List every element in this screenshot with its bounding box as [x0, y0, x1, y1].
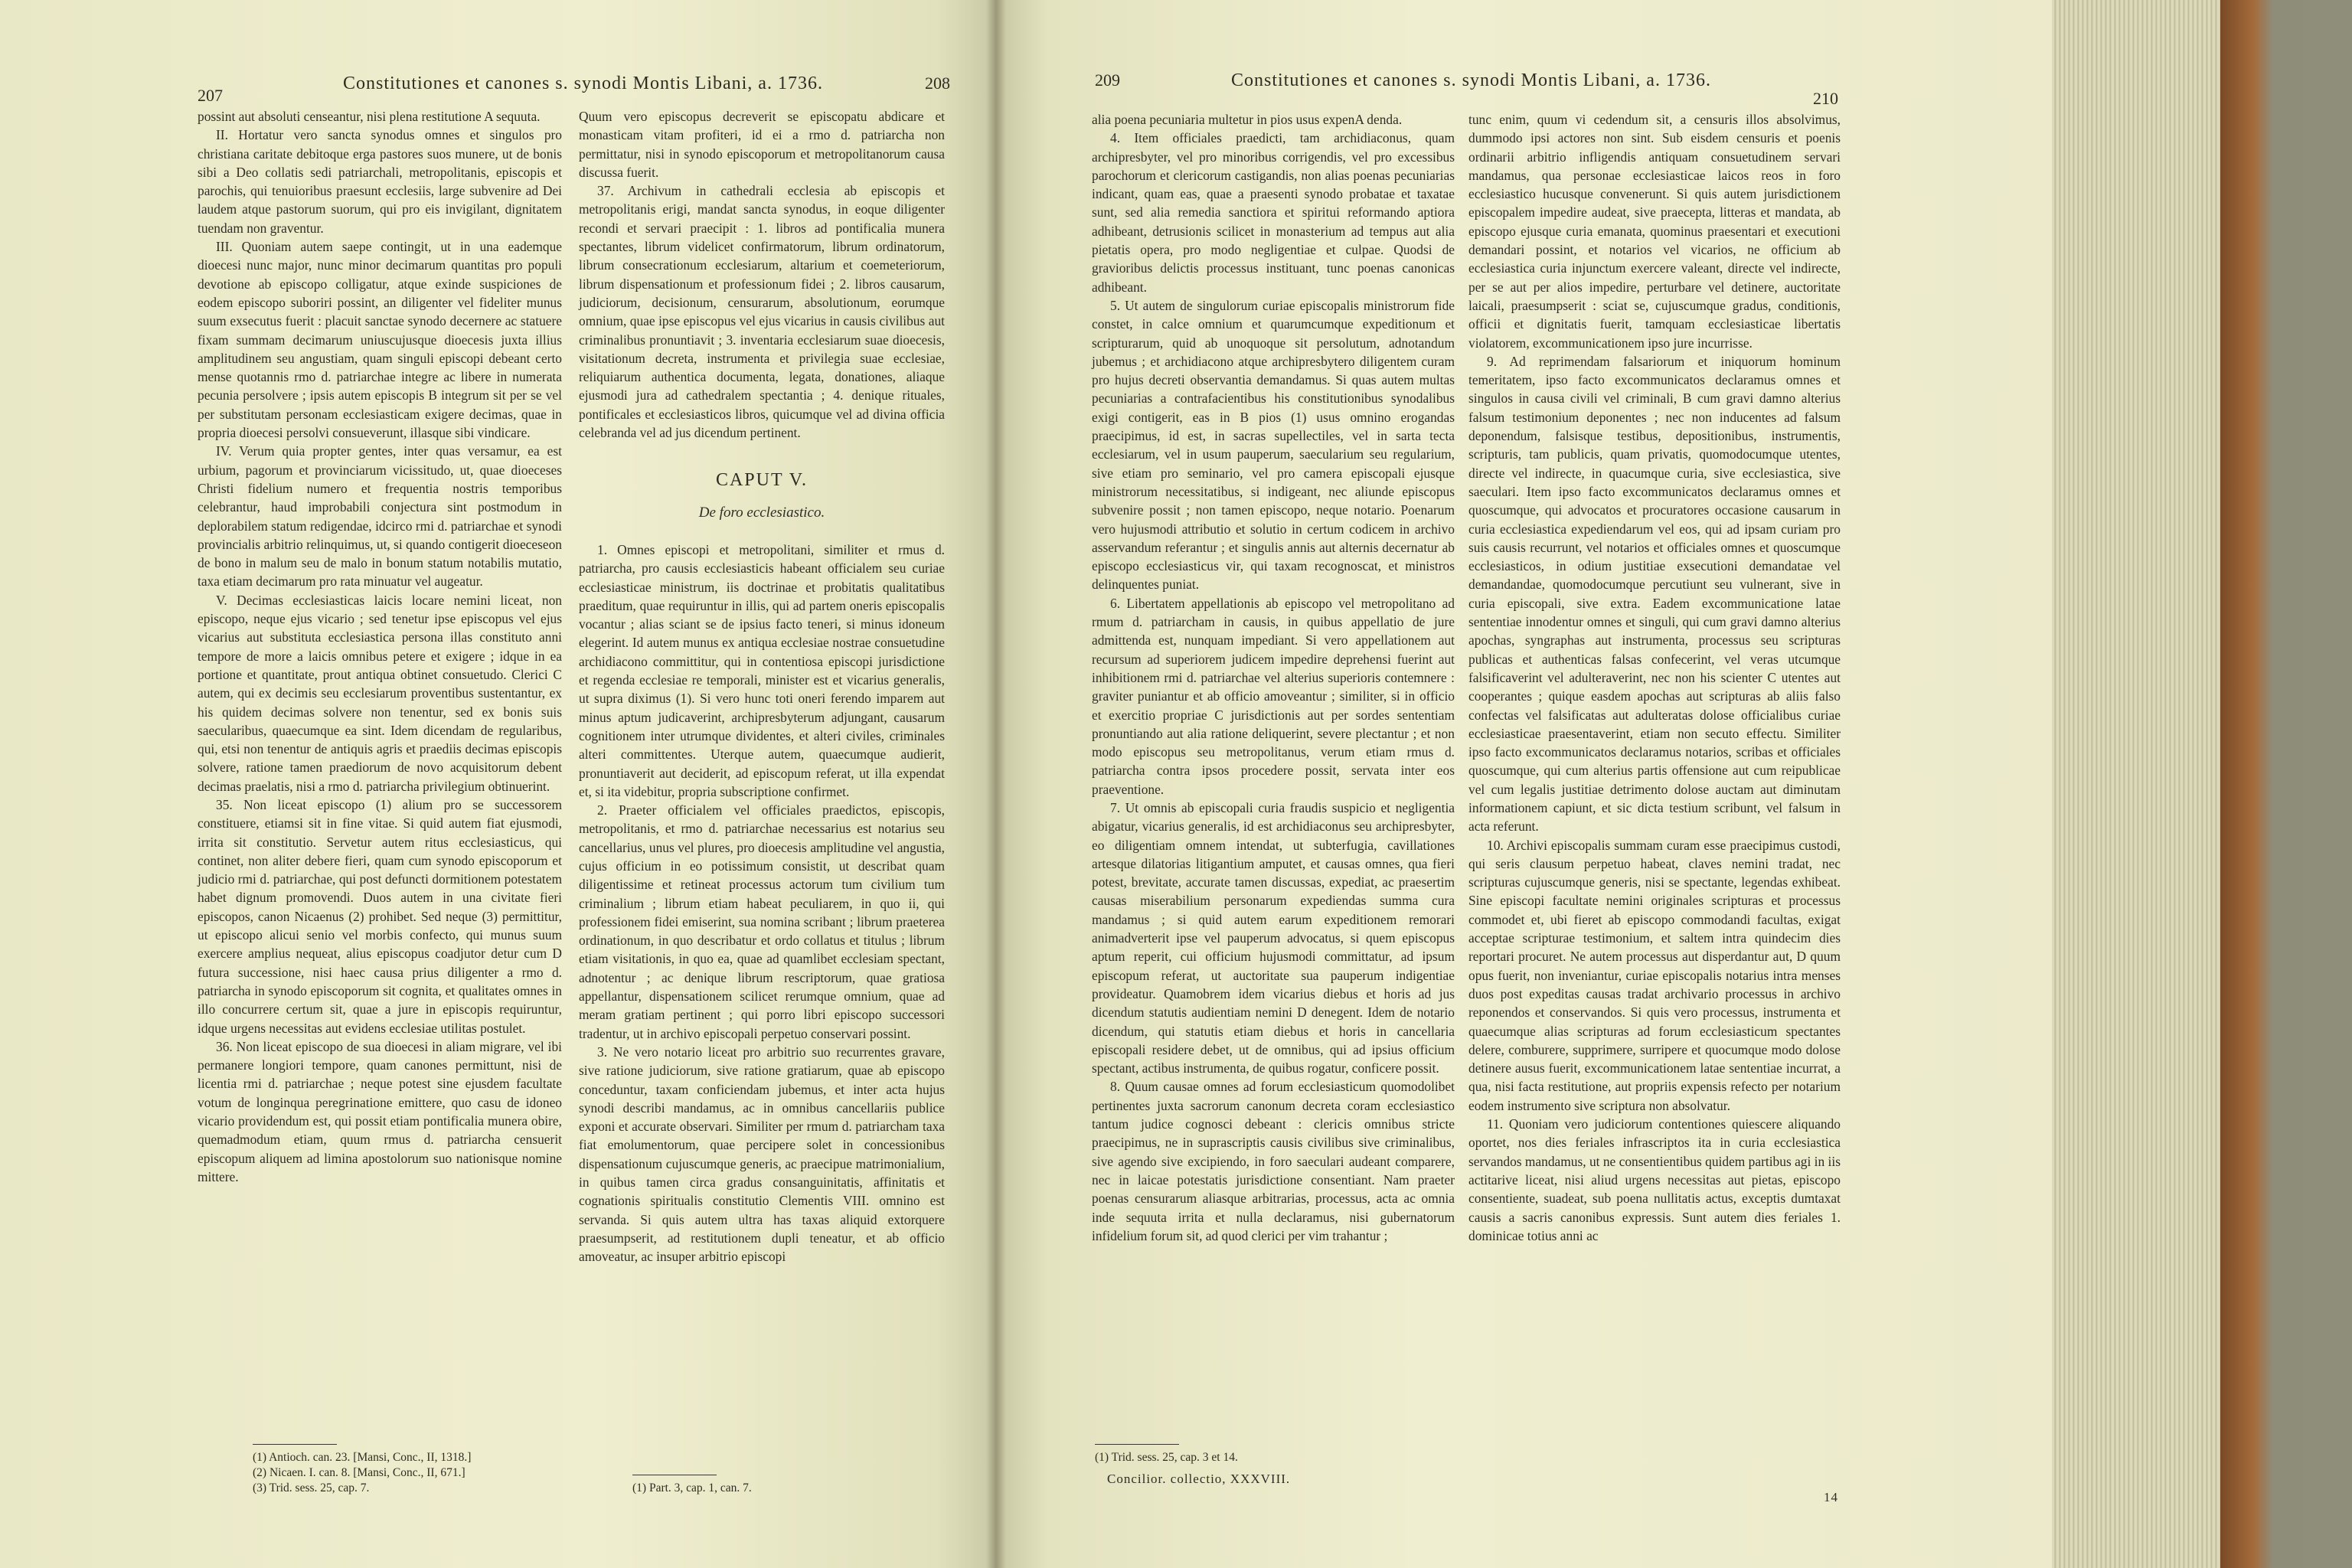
footnote-rule	[1095, 1444, 1179, 1445]
signature-line: Concilior. collectio, XXXVIII.	[1107, 1472, 1291, 1486]
column-2-text-top	[579, 107, 945, 442]
paragraph: 10. Archivi episcopalis summam curam esse praecipimus custodi, qui seris clausum perpetuo habeat, claves nemini tradat, nec scripturas cujuscumque generis, nisi se spectante, legendas exhibeat. Sine episcopi facultate nemini originales scripturas et processus commodet et, ubi fieret ab episcopo commodandi facultas, exigat acceptae scripturae testimonium, et saltem intra quindecim dies reportari procuret. Ne autem processus aut disperdantur aut, D quum opus fuerit, non inveniantur, curiae episcopalis notarius intra menses duos post expeditas causas tradat archivario processus in archivo reponendos et conservandos. Si quis vero processus, instrumenta et quaecumque alias scripturas ad forum ecclesiasticum spectantes delere, comburere, supprimere, surripere et quocumque modo dolose detinere ausus fuerit, excommunicationem latae sententiae incurrat, a qua, nisi facta restitutione, aut propriis expensis refecto per notarium eodem instrumento sive scriptura non absolvatur.	[1468, 837, 1841, 1113]
footnotes-right	[1095, 1450, 1238, 1465]
page-number-207: 207	[198, 86, 223, 105]
paragraph: III. Quoniam autem saepe contingit, ut in una eademque dioecesi nunc major, nunc minor decimarum quantitas pro populi devotione ab episcopo colligatur, atque exinde suspiciones de eodem episcopo suboriri possint, an diligenter vel fideliter munus suum exsecutus fuerit : placuit sanctae synodo decernere ac statuere fixam summam decimarum uniuscujusque dioecesis juxta illius amplitudinem seu angustiam, quam singuli episcopi debeant certo mense quotannis rmo d. patriarchae integre ac libere in numerata pecunia persolvere ; ipsis autem episcopis B integrum sit per se vel per substitutam personam ecclesiasticam exigere decimas, quae in propria dioecesi persolvi consueverunt, illasque sibi vindicare.	[198, 239, 562, 441]
paragraph: 11. Quoniam vero judiciorum contentiones quiescere aliquando oportet, nos dies feriales infrascriptos ita in curia ecclesiastica servandos mandamus, ut ne consentientibus quidem partibus agi in iis actitarive liceat, nisi aliud urgens necessitas aut pietas, episcopo consentiente, suadeat, sub poena nullitatis actus, exceptis dumtaxat causis a sacris canonibus expressis. Sunt autem dies feriales 1. dominicae totius anni ac	[1468, 1116, 1841, 1243]
footnote: (1) Antioch. can. 23. [Mansi, Conc., II, 1318.]	[253, 1451, 472, 1464]
paragraph: alia poena pecuniaria multetur in pios usus expenA denda.	[1092, 112, 1403, 127]
signature-mark: 14	[1824, 1490, 1838, 1504]
paragraph: 36. Non liceat episcopo de sua dioecesi in aliam migrare, vel ibi permanere longiori tempore, quam canones permittunt, nisi de licentia rmi d. patriarchae ; neque potest sine ejusdem facultate votum de longinqua peregrinatione emittere, quo casu de idoneo vicario providendum est, qui possit etiam pontificalia munera obire, quemadmodum etiam, quum rmus d. patriarcha censuerit episcopum aliquem ad limina apostolorum suo nationisque nomine mittere.	[198, 1038, 562, 1184]
footnote: (3) Trid. sess. 25, cap. 7.	[253, 1481, 370, 1494]
paragraph: Quum vero episcopus decreverit se episcopatu abdicare et monasticam vitam profiteri, id ei a rmo d. patriarcha non permittatur, nisi in synodo episcoporum et metropolitanorum causa discussa fuerit.	[579, 109, 945, 180]
left-page-column-2	[579, 107, 945, 1266]
footnotes-column-2	[632, 1481, 752, 1496]
left-page	[0, 0, 995, 1568]
page-number-209: 209	[1095, 70, 1120, 90]
paragraph: II. Hortatur vero sancta synodus omnes et singulos pro christiana caritate debitoque erga pastores suos munere, ut de bonis sibi a Deo collatis sedi patriarchali, metropolitanis, episcopis et parochis, qui tenuioribus praesunt ecclesiis, large subvenire ad Dei laudem atque pastorum suorum, qui pro eis invigilant, dignitatem tuendam non graventur.	[198, 127, 562, 236]
running-title-right: Constitutiones et canones s. synodi Montis Libani, a. 1736.	[1231, 70, 1711, 90]
book-gutter	[986, 0, 1006, 1568]
left-page-column-1	[198, 107, 562, 1186]
paragraph: 8. Quum causae omnes ad forum ecclesiasticum quomodolibet pertinentes juxta sacrorum canonum decreta coram ecclesiastico tantum judice cognosci debeant : clericis omnibus stricte praecipimus, ne in suprascriptis causis civilibus sive criminalibus, sive agendo sive excipiendo, in foro saeculari audeant comparere, nec in laicae potestatis jurisdictione consentiant. Nam praeter poenas censurarum aliasque arbitrarias, processus, acta ac omnia inde sequuta irrita et nulla declaramus, nisi gubernatorum infidelium forum sit, ad quod clerici per vim trahantur ;	[1092, 1079, 1455, 1243]
paragraph: 35. Non liceat episcopo (1) alium pro se successorem constituere, etiamsi sit in fine vitae. Si quid autem fiat ejusmodi, irrita sit constitutio. Servetur autem ritus ecclesiasticus, qui continet, non aliter debere fieri, quam cum synodo episcoporum et judicio rmi d. patriarchae, qui post defuncti dormitionem potestatem habet dignum promovendi. Duos autem in una civitate fieri episcopos, canon Nicaenus (2) prohibet. Sed neque (3) permittitur, ut episcopo alicui senio vel morbis confecto, qui munus suum exercere amplius nequeat, alius episcopus coadjutor detur cum D futura successione, nisi haec causa prius diligenter a rmo d. patriarcha in synodo episcoporum sit cognita, et qualitates omnes in illo concurrere certum sit, quae a jure in episcopis requiruntur, idque urgens necessitas aut evidens ecclesiae utilitas postulet.	[198, 796, 562, 1036]
paragraph: 6. Libertatem appellationis ab episcopo vel metropolitano ad rmum d. patriarcham in causis, in quibus appellatio de jure admittenda est, nunquam impediant. Si vero appellationem aut recursum ad superiorem judicem impedire deprehensi fuerint aut inhibitionem rmi d. patriarchae vel alterius superioris contemnere : graviter puniantur et ab officio amoveantur ; similiter, si in officio et exercitio propriae C jurisdictionis aut per sordes sententiam pronuntiando aut alia ratione deliquerint, severe plectantur ; et non modo episcopus seu metropolitanus, verum etiam rmus d. patriarcha contra ipsos procedere possit, servata inter eos praeventione.	[1092, 595, 1455, 797]
footnote: (2) Nicaen. I. can. 8. [Mansi, Conc., II, 671.]	[253, 1466, 466, 1479]
page-number-208: 208	[925, 74, 950, 93]
paragraph: 37. Archivum in cathedrali ecclesia ab episcopis et metropolitanis erigi, mandat sancta synodus, in eoque diligenter recondi et servari praecipit : 1. libros ad pontificalia munera spectantes, librum videlicet confirmatorum, librum ordinatorum, librum consecrationum ecclesiarum, altarium et coemeteriorum, librum dispensationum et professionum fidei ; 2. libros causarum, judiciorum, decisionum, censurarum, absolutionum, eorumque omnium, quae ipse episcopus vel ejus vicarius in causis civilibus aut criminalibus pronuntiavit ; 3. inventaria ecclesiarum suae dioecesis, visitationum decreta, instrumenta et privilegia suae ecclesiae, reliquiarum authentica documenta, legata, donationes, aliaque ejusmodi jura ad cathedralem spectantia ; 4. denique rituales, pontificales et ecclesiasticos libros, quicumque vel ad divina officia celebranda vel ad jus dicendum pertinent.	[579, 183, 945, 441]
paragraph: possint aut absoluti censeantur, nisi plena restitutione A sequuta.	[198, 109, 541, 124]
chapter-subtitle: De foro ecclesiastico.	[698, 504, 825, 521]
page-edges	[2052, 0, 2220, 1568]
right-page-column-2	[1468, 110, 1841, 1245]
column-2-text-bottom	[579, 541, 945, 1266]
paragraph: 4. Item officiales praedicti, tam archidiaconus, quam archipresbyter, vel pro minoribus corrigendis, vel pro excessibus parochorum et clericorum castigandis, non alias poenas pecuniarias indicant, quam eas, quae a praesenti synodo probatae et taxatae sunt, sed alia remedia sanctiora et spiritui reformando aptiora adhibeant, detrusionis scilicet in monasterium ad tempus aut alia pietatis opera, pro modo negligentiae et culpae. Quodsi de gravioribus delictis processus instituant, tunc poenas canonicas adhibeant.	[1092, 130, 1455, 295]
paragraph: 5. Ut autem de singulorum curiae episcopalis ministrorum fide constet, in calce omnium et quarumcumque expeditionum et scripturarum, quid ab unoquoque sit persolutum, adnotandum jubemus ; et archidiacono atque archipresbytero diligentem curam pro hujus decreti observantia demandamus. Si quas autem multas pecuniarias a contrafacientibus his constitutionibus synodalibus exigi contigerit, eas in B pios (1) usus omnino erogandas praecipimus, id est, in sacras supellectiles, vel in sarta tecta ecclesiarum, vel in usum pauperum, saecularium seu regularium, sive etiam pro seminario, vel pro camera episcopali ejusque ministrorum necessitatibus, si indigeant, nec aliunde episcopus subvenire possit ; non tamen episcopo, neque notario. Poenarum vero hujusmodi attributio et solutio in certum codicem in archivo asservandum referantur ; et singulis annis aut alternis decernatur ab episcopo ecclesiasticus vir, qui taxam recognoscat, et ministros delinquentes puniat.	[1092, 297, 1455, 593]
page-number-210: 210	[1813, 89, 1838, 108]
paragraph: 2. Praeter officialem vel officiales praedictos, episcopis, metropolitanis, et rmo d. patriarchae necessarius est notarius seu cancellarius, unus vel plures, pro dioecesis amplitudine vel angustia, cujus officium in eo potissimum consistit, ut describat quam diligentissime et retineat processus actorum tum civilium tum criminalium ; librum etiam habeat peculiarem, in quo ii, qui professionem fidei emiserint, sua nomina scribant ; librum praeterea ordinationum, in quo describatur et ordo collatus et titulus ; librum etiam visitationis, in quo ea, quae ad quamlibet ecclesiam spectant, adnotentur ; ac denique librum rescriptorum, quae gratiosa appellantur, dispensationem scilicet rerumque omnium, quae ad meram gratiam pertinent ; qui porro libri episcopo successori tradentur, ut in archivo episcopali perpetuo conservari possint.	[579, 802, 945, 1041]
running-title-left: Constitutiones et canones s. synodi Montis Libani, a. 1736.	[343, 74, 823, 93]
footnote-rule	[253, 1444, 337, 1445]
chapter-heading: CAPUT V.	[715, 470, 808, 491]
paragraph: V. Decimas ecclesiasticas laicis locare nemini liceat, non episcopo, neque ejus vicario ; sed tenetur ipse episcopus vel ejus vicarius aut substituta ecclesiastica persona illas constituto anni tempore de more a laicis omnibus petere et exigere ; idque in ea portione et quantitate, prout antiqua obtinet consuetudo. Clerici C autem, qui ex decimis seu ecclesiarum proventibus sustentantur, ex his quidem decimas solvere non tenentur, sed ex bonis suis saecularibus, quaecumque ea sint. Idem dicendam de regularibus, qui, etsi non tenentur de antiquis agris et praediis decimas episcopis solvere, ratione tamen praediorum de novo acquisitorum debent decimas praelatis, nisi a rmo d. patriarcha privilegium obtinuerint.	[198, 592, 562, 794]
right-page-column-1	[1092, 110, 1455, 1245]
paragraph: 7. Ut omnis ab episcopali curia fraudis suspicio et negligentia abigatur, vicarius generalis, id est archidiaconus seu archipresbyter, eo diligentiam omnem intendat, ut subterfugia, cavillationes artesque dilatorias litigantium amputet, et causas omnes, qua fieri potest, brevitate, accurate tamen discussas, expediat, ac praesertim causas miserabilium personarum expediendas summa cura mandamus ; si quid autem earum expeditionem remorari animadverterit ipse vel pauperum advocatus, si quem episcopus aptum reperit, cui officium hujusmodi committatur, ad ipsum episcopum referat, ut auctoritate sua pauperum indigentiae provideatur. Quamobrem idem vicarius diebus et horis ad jus dicendum statutis audientiam nemini D denegent. Idem de notario dicendum, qui statutis etiam diebus et horis in cancellaria episcopali residere debet, ut de omnibus, qui ad ipsius officium spectant, actibus instrumenta, de quibus rogatur, conficere possit.	[1092, 799, 1455, 1076]
footnote: (1) Part. 3, cap. 1, can. 7.	[632, 1481, 752, 1494]
right-page	[995, 0, 2052, 1568]
book-cover-edge	[2220, 0, 2352, 1568]
paragraph: 1. Omnes episcopi et metropolitani, similiter et rmus d. patriarcha, pro causis ecclesiasticis habeant officialem seu curiae ecclesiasticae ministrum, iis doctrinae et probitatis qualitatibus praeditum, quae requiruntur in illis, qui ad partem oneris episcopalis vocantur ; alias sciant se de ipsius facto teneri, si minus idoneum elegerint. Id autem munus ex antiqua ecclesiae nostrae consuetudine archidiacono committitur, qui in contentiosa episcopi jurisdictione et regenda ecclesiae re temporali, minister est et vicarius generalis, ut supra diximus (1). Si vero hunc toti oneri ferendo imparem aut minus aptum judicaverint, archipresbyterum adjungant, causarum cognitionem inter utrumque dividentes, et alteri civiles, criminales alteri committentes. Uterque autem, quaecumque audierit, pronuntiaverit aut deciderit, ad episcopum referat, ut illa expendat et, si ita videbitur, propria subscriptione confirmet.	[579, 541, 945, 799]
footnote: (1) Trid. sess. 25, cap. 3 et 14.	[1095, 1451, 1238, 1464]
paragraph: 3. Ne vero notario liceat pro arbitrio suo recurrentes gravare, sive ratione judiciorum, sive ratione gratiarum, quae ab episcopo conceduntur, taxam conficiendam jubemus, et inter acta hujus synodi describi mandamus, ac in omnibus cancellariis publice exponi et accurate observari. Similiter per rmum d. patriarcham taxa fiat emolumentorum, quae percipere solet in concessionibus dispensationum cujuscumque generis, ac praecipue matrimonialium, in quibus tamen circa gradus consanguinitatis, affinitatis et cognationis spiritualis constitutio Clementis VIII. omnino est servanda. Si quis autem ultra has taxas aliquid extorquere praesumpserit, ad restitutionem dupli teneatur, et ab officio amoveatur, ac insuper arbitrio episcopi	[579, 1044, 945, 1265]
paragraph: 9. Ad reprimendam falsariorum et iniquorum hominum temeritatem, ipso facto excommunicatos declaramus omnes et singulos in causa civili vel criminali, B cum gravi damno alterius falsum testimonium deponentes ; nec non inducentes ad falsum deponendum, falsisque testibus, depositionibus, instrumentis, scripturis, tam publicis, quam privatis, quomodocumque utentes, directe vel indirecte, in quacumque curia, sive ecclesiastica, sive saeculari. Item ipso facto excommunicatos declaramus omnes et quoscumque, qui advocatos et procuratores occasione causarum in curia ecclesiastica expediendarum vel eos, qui ad ipsam curiam pro suis causis recurrunt, vel notarios et officiales omnes et quoscumque ecclesiasticos, in odium justitiae exsecutioni demandatae vel demandandae, quomodocumque percutiunt seu vulnerant, sive in curia episcopali, sive extra. Eadem excommunicatione latae sententiae innodentur omnes et singuli, qui cum gravi damno alterius apochas, syngraphas aut instrumenta, processus seu scripturas publicas et authenticas falsas confecerint, vel veras utcumque falsificaverint vel adulteraverint, nec non his scienter C utentes aut cooperantes ; quique easdem apochas aut scripturas ab aliis falso confectas vel falsificatas aut adulteratas dolose officialibus curiae ecclesiasticae praesentaverint, etiam non secuto effectu. Similiter ipso facto excommunicatos declaramus notarios, scribas et officiales quoscumque, qui cum alterius partis offensione aut cum reipublicae vel cum legalis justitiae detrimento dolose auctam aut diminutam informationem capiunt, et sic dicta testium scribunt, vel falsum in acta referunt.	[1468, 353, 1841, 835]
paragraph: tunc enim, quum vi cedendum sit, a censuris illos absolvimus, dummodo ipsi actores non sint. Sub eisdem censuris et poenis ordinarii arbitrio infligendis antiquam consuetudinem servari mandamus, qua personae ecclesiasticae laicos reos in foro ecclesiastico hucusque convenerunt. Si quis autem jurisdictionem episcopalem impedire audeat, sive praecepta, litteras et mandata, ab episcopo ejusque curia emanata, quominus praesentari et executioni demandari possint, et notarios vel vicarios, ne officium ab ecclesiastica curia injunctum exercere valeant, directe vel indirecte, per se aut per alios impedire, perturbare vel detinere, auctoritate laicali, praesumpserit : sciat se, cujuscumque gradus, conditionis, officii et dignitatis fuerit, tamquam ecclesiasticae libertatis violatorem, excommunicationem ipso jure incurrisse.	[1468, 112, 1841, 351]
footnotes-column-1	[253, 1450, 471, 1496]
paragraph: IV. Verum quia propter gentes, inter quas versamur, ea est urbium, pagorum et provinciarum vicissitudo, ut, quae dioeceses Christi fidelium numero et frequentia nostris temporibus celebrantur, haud improbabili conjectura sint postmodum in deplorabilem statum redigendae, idcirco rmi d. patriarchae et synodi provincialis arbitrio relinquimus, ut, si quando contigerit dioeceseon de bono in malum seu de malo in bonum statum notabilis mutatio, taxa etiam decimarum pro rata minuatur vel augeatur.	[198, 443, 562, 590]
